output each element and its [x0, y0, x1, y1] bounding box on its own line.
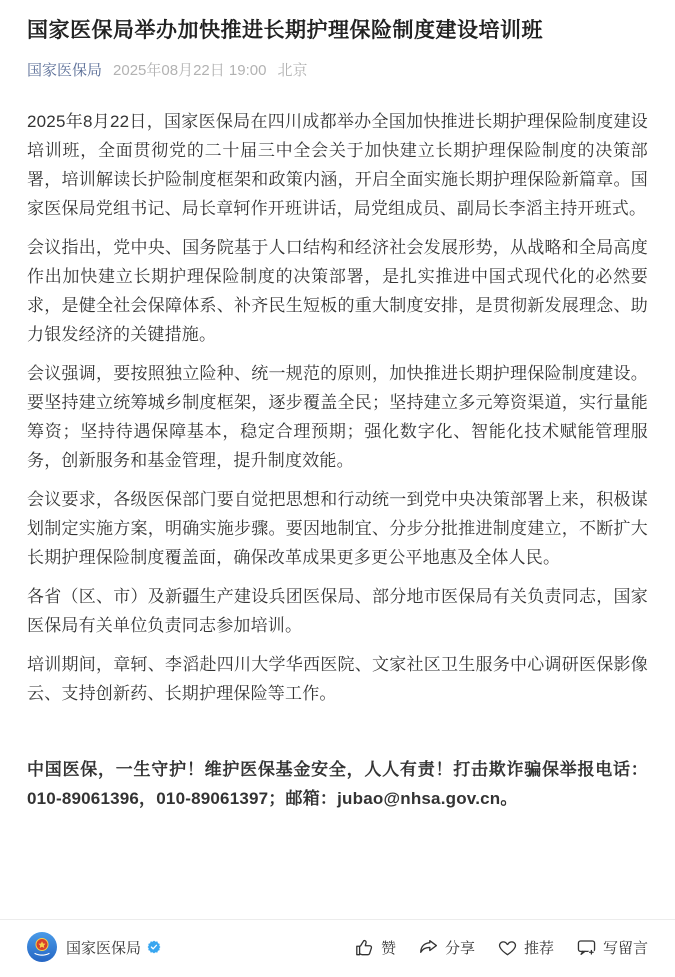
share-icon — [418, 937, 439, 958]
share-button[interactable] — [418, 937, 475, 958]
footer-account-name[interactable]: 国家医保局 — [66, 939, 142, 957]
paragraph: 培训期间，章轲、李滔赴四川大学华西医院、文家社区卫生服务中心调研医保影像云、支持创新药、长期护理保险等工作。 — [27, 655, 648, 703]
thumbs-up-icon — [354, 937, 375, 958]
like-label: 赞 — [380, 939, 396, 957]
publish-location: 北京 — [277, 62, 308, 79]
like-button[interactable] — [354, 937, 396, 958]
article-body — [27, 107, 648, 813]
paragraph: 2025年8月22日，国家医保局在四川成都举办全国加快推进长期护理保险制度建设培训班，全面贯彻党的二十届三中全会关于加快建立长期护理保险制度的决策部署，培训解读长护险制度框架和政策内涵，开启全面实施长期护理保险新篇章。国家医保局党组书记、局长章轲作开班讲话，局党组成员、副局长李滔主持开班式。 — [27, 112, 648, 218]
recommend-label: 推荐 — [523, 939, 554, 957]
comment-button[interactable] — [576, 937, 648, 958]
recommend-button[interactable] — [497, 937, 554, 958]
paragraph: 会议强调，要按照独立险种、统一规范的原则，加快推进长期护理保险制度建设。要坚持建立统筹城乡制度框架，逐步覆盖全民；坚持建立多元筹资渠道，实行量能筹资；坚持待遇保障基本，稳定合理预期；强化数字化、智能化技术赋能管理服务，创新服务和基金管理，提升制度效能。 — [27, 364, 648, 470]
account-link[interactable]: 国家医保局 — [27, 62, 103, 79]
publish-date: 2025年08月22日 19:00 — [113, 62, 267, 79]
article-title: 国家医保局举办加快推进长期护理保险制度建设培训班 — [27, 19, 543, 42]
share-label: 分享 — [444, 939, 475, 957]
paragraph: 会议要求，各级医保部门要自觉把思想和行动统一到党中央决策部署上来，积极谋划制定实施方案，明确实施步骤。要因地制宜、分步分批推进制度建立，不断扩大长期护理保险制度覆盖面，确保改革成果更多更公平地惠及全体人民。 — [27, 490, 648, 567]
action-bar — [354, 937, 648, 958]
comment-icon — [576, 937, 597, 958]
comment-label: 写留言 — [602, 939, 648, 957]
heart-icon — [497, 937, 518, 958]
account-profile[interactable] — [27, 932, 161, 962]
verified-badge-icon — [150, 940, 161, 954]
account-avatar[interactable] — [27, 932, 57, 962]
byline — [27, 60, 648, 81]
paragraph: 会议指出，党中央、国务院基于人口结构和经济社会发展形势，从战略和全局高度作出加快建立长期护理保险制度的决策部署，是扎实推进中国式现代化的必然要求，是健全社会保障体系、补齐民生短板的重大制度安排，是贯彻新发展理念、助力银发经济的关键措施。 — [27, 238, 648, 344]
fraud-report-notice: 中国医保，一生守护！维护医保基金安全，人人有责！打击欺诈骗保举报电话：010-89061396，010-89061397；邮箱：jubao@nhsa.gov.cn。 — [27, 760, 648, 808]
paragraph: 各省（区、市）及新疆生产建设兵团医保局、部分地市医保局有关负责同志，国家医保局有关单位负责同志参加培训。 — [27, 587, 648, 635]
footer-bar — [0, 919, 675, 962]
